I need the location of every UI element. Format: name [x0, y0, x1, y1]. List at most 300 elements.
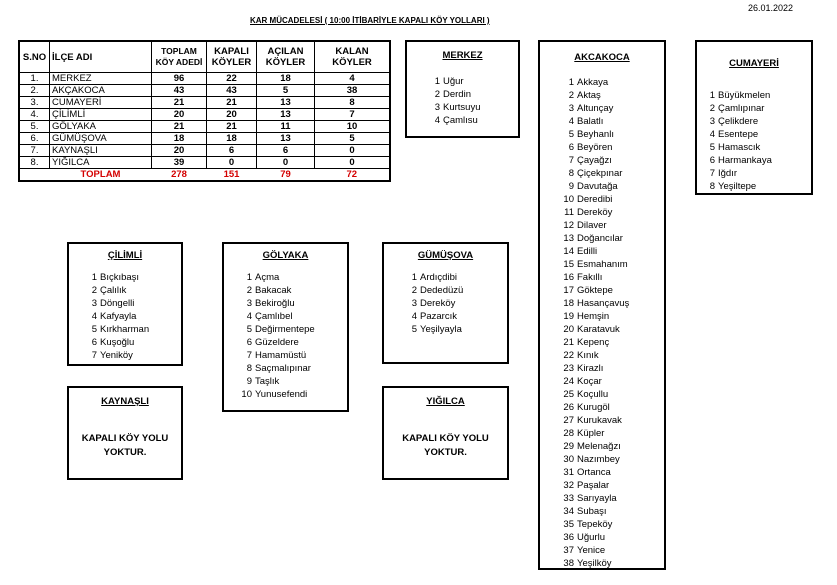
- village-name: Döngelli: [100, 298, 135, 309]
- list-item: [409, 310, 463, 323]
- row-district-name: YIĞILCA: [50, 157, 152, 169]
- row-closed-villages: 21: [207, 97, 257, 109]
- village-number: 35: [563, 519, 574, 530]
- village-name: Güzeldere: [255, 337, 299, 348]
- district-box-kaynasli: [67, 386, 183, 480]
- table-row: [19, 97, 390, 109]
- list-item: [238, 362, 315, 375]
- list-item: [562, 414, 629, 427]
- village-list: [707, 89, 772, 193]
- village-name: Tepeköy: [577, 519, 613, 530]
- row-total-villages: 96: [152, 73, 207, 85]
- row-sno: 8.: [19, 157, 50, 169]
- village-number: 38: [563, 558, 574, 569]
- district-box-gumusova: [382, 242, 509, 364]
- village-number: 19: [563, 311, 574, 322]
- row-opened-villages: 6: [257, 145, 315, 157]
- village-number: 3: [709, 116, 715, 127]
- village-number: 7: [709, 168, 715, 179]
- village-name: Sarıyayla: [577, 493, 617, 504]
- village-number: 7: [246, 350, 252, 361]
- list-item: [707, 180, 772, 193]
- row-total-villages: 20: [152, 145, 207, 157]
- list-item: [562, 375, 629, 388]
- list-item: [562, 466, 629, 479]
- header-sno: S.NO: [19, 41, 50, 73]
- village-number: 12: [563, 220, 574, 231]
- table-row: [19, 133, 390, 145]
- header-remaining-villages: KALAN KÖYLER: [315, 41, 391, 73]
- village-name: Yeniköy: [100, 350, 133, 361]
- village-name: Çalılık: [100, 285, 127, 296]
- village-name: Harmankaya: [718, 155, 772, 166]
- district-title: KAYNAŞLI: [101, 396, 149, 407]
- row-opened-villages: 11: [257, 121, 315, 133]
- list-item: [562, 128, 629, 141]
- row-opened-villages: 13: [257, 109, 315, 121]
- village-name: Karatavuk: [577, 324, 620, 335]
- header-opened-villages: AÇILAN KÖYLER: [257, 41, 315, 73]
- total-remaining-sum: 72: [346, 168, 358, 180]
- village-name: Pazarcık: [420, 311, 457, 322]
- row-closed-villages: 6: [207, 145, 257, 157]
- list-item: [562, 232, 629, 245]
- row-sno: 5.: [19, 121, 50, 133]
- village-name: Derdin: [443, 89, 471, 100]
- village-list: [562, 76, 629, 570]
- list-item: [432, 101, 481, 114]
- village-name: Bıçkıbaşı: [100, 272, 140, 283]
- row-district-name: ÇİLİMLİ: [50, 109, 152, 121]
- village-name: Esentepe: [718, 129, 759, 140]
- village-number: 34: [563, 506, 574, 517]
- village-number: 7: [91, 350, 97, 361]
- list-item: [562, 427, 629, 440]
- no-closed-roads-message-line2: YOKTUR.: [424, 447, 467, 458]
- list-item: [562, 440, 629, 453]
- list-item: [89, 284, 149, 297]
- list-item: [562, 544, 629, 557]
- list-item: [562, 310, 629, 323]
- village-name: Yunusefendi: [255, 389, 308, 400]
- village-name: Subaşı: [577, 506, 607, 517]
- village-name: Çiçekpınar: [577, 168, 623, 179]
- village-number: 6: [91, 337, 97, 348]
- village-name: Çayağzı: [577, 155, 612, 166]
- row-district-name: AKÇAKOCA: [50, 85, 152, 97]
- village-number: 20: [563, 324, 574, 335]
- row-remaining-villages: 7: [315, 109, 391, 121]
- village-number: 23: [563, 363, 574, 374]
- village-name: Yeşilyayla: [420, 324, 462, 335]
- row-opened-villages: 13: [257, 133, 315, 145]
- table-row: [19, 157, 390, 169]
- row-remaining-villages: 0: [315, 145, 391, 157]
- row-remaining-villages: 4: [315, 73, 391, 85]
- village-name: Paşalar: [577, 480, 610, 491]
- page-title: KAR MÜCADELESİ ( 10:00 İTİBARİYLE KAPALI KÖY YOLLARI ): [250, 16, 490, 25]
- village-number: 5: [246, 324, 252, 335]
- village-list: [432, 75, 481, 127]
- village-list: [409, 271, 463, 336]
- village-number: 17: [563, 285, 574, 296]
- row-remaining-villages: 10: [315, 121, 391, 133]
- village-number: 13: [563, 233, 574, 244]
- village-number: 4: [434, 115, 440, 126]
- report-date: 26.01.2022: [748, 3, 794, 13]
- district-title: MERKEZ: [442, 50, 483, 61]
- village-number: 2: [434, 89, 440, 100]
- village-number: 3: [434, 102, 440, 113]
- village-name: Yeşilköy: [577, 558, 612, 569]
- village-number: 22: [563, 350, 574, 361]
- village-name: Edilli: [577, 246, 598, 257]
- row-district-name: KAYNAŞLI: [50, 145, 152, 157]
- list-item: [89, 323, 149, 336]
- row-remaining-villages: 0: [315, 157, 391, 169]
- list-item: [238, 349, 315, 362]
- village-name: Yenice: [577, 545, 606, 556]
- list-item: [562, 349, 629, 362]
- district-box-cilimli: [67, 242, 183, 366]
- row-closed-villages: 21: [207, 121, 257, 133]
- list-item: [562, 557, 629, 570]
- list-item: [238, 297, 315, 310]
- village-name: Küpler: [577, 428, 605, 439]
- village-name: Dereköy: [420, 298, 456, 309]
- village-name: Hamascık: [718, 142, 761, 153]
- row-opened-villages: 18: [257, 73, 315, 85]
- village-name: Yeşiltepe: [718, 181, 757, 192]
- total-villages-sum: 278: [171, 168, 187, 180]
- village-number: 14: [563, 246, 574, 257]
- village-list: [89, 271, 149, 362]
- village-number: 27: [563, 415, 574, 426]
- row-total-villages: 18: [152, 133, 207, 145]
- district-title: GÜMÜŞOVA: [417, 250, 474, 261]
- village-name: Saçmalıpınar: [255, 363, 311, 374]
- list-item: [707, 128, 772, 141]
- village-number: 37: [563, 545, 574, 556]
- village-number: 3: [246, 298, 252, 309]
- list-item: [432, 114, 481, 127]
- village-number: 2: [709, 103, 715, 114]
- village-name: Doğancılar: [577, 233, 623, 244]
- village-number: 15: [563, 259, 574, 270]
- village-name: Aktaş: [577, 90, 601, 101]
- list-item: [562, 102, 629, 115]
- village-number: 10: [563, 194, 574, 205]
- village-name: Hemşin: [577, 311, 610, 322]
- list-item: [562, 388, 629, 401]
- list-item: [409, 323, 463, 336]
- village-name: Kirazlı: [577, 363, 604, 374]
- village-number: 24: [563, 376, 574, 387]
- list-item: [562, 167, 629, 180]
- list-item: [409, 297, 463, 310]
- row-district-name: CUMAYERİ: [50, 97, 152, 109]
- row-remaining-villages: 5: [315, 133, 391, 145]
- village-number: 28: [563, 428, 574, 439]
- list-item: [562, 297, 629, 310]
- row-closed-villages: 18: [207, 133, 257, 145]
- village-name: Kurukavak: [577, 415, 622, 426]
- village-name: Kepenç: [577, 337, 610, 348]
- village-name: Çamlıbel: [255, 311, 293, 322]
- village-number: 8: [568, 168, 574, 179]
- list-item: [89, 310, 149, 323]
- list-item: [238, 336, 315, 349]
- village-name: Deredibi: [577, 194, 613, 205]
- district-box-akcakoca: [538, 40, 666, 570]
- village-number: 36: [563, 532, 574, 543]
- district-title: YIĞILCA: [426, 396, 465, 407]
- list-item: [89, 297, 149, 310]
- village-number: 1: [91, 272, 97, 283]
- village-number: 25: [563, 389, 574, 400]
- list-item: [89, 349, 149, 362]
- village-name: Çamlısu: [443, 115, 478, 126]
- district-box-cumayeri: [695, 40, 813, 195]
- village-number: 1: [568, 77, 574, 88]
- list-item: [238, 323, 315, 336]
- summary-table: [18, 40, 391, 182]
- village-number: 16: [563, 272, 574, 283]
- list-item: [562, 115, 629, 128]
- no-closed-roads-message: KAPALI KÖY YOLU: [81, 433, 169, 444]
- village-name: Bakacak: [255, 285, 292, 296]
- village-number: 1: [709, 90, 715, 101]
- village-name: Kınık: [577, 350, 599, 361]
- row-total-villages: 21: [152, 121, 207, 133]
- row-opened-villages: 5: [257, 85, 315, 97]
- table-row: [19, 121, 390, 133]
- village-number: 5: [91, 324, 97, 335]
- village-name: Dilaver: [577, 220, 607, 231]
- row-closed-villages: 20: [207, 109, 257, 121]
- village-name: Altunçay: [577, 103, 614, 114]
- village-number: 26: [563, 402, 574, 413]
- village-number: 21: [563, 337, 574, 348]
- row-opened-villages: 13: [257, 97, 315, 109]
- village-number: 2: [411, 285, 417, 296]
- list-item: [409, 284, 463, 297]
- row-sno: 4.: [19, 109, 50, 121]
- village-number: 10: [241, 389, 252, 400]
- list-item: [562, 531, 629, 544]
- header-closed-villages: KAPALI KÖYLER: [207, 41, 257, 73]
- header-district: İLÇE ADI: [50, 41, 152, 73]
- table-row: [19, 145, 390, 157]
- list-item: [238, 271, 315, 284]
- row-remaining-villages: 8: [315, 97, 391, 109]
- village-name: Ortanca: [577, 467, 611, 478]
- village-name: Melenağzı: [577, 441, 621, 452]
- village-number: 29: [563, 441, 574, 452]
- village-name: Göktepe: [577, 285, 613, 296]
- list-item: [707, 154, 772, 167]
- village-name: Dededüzü: [420, 285, 464, 296]
- table-row: [19, 73, 390, 85]
- list-item: [562, 505, 629, 518]
- list-item: [562, 245, 629, 258]
- village-number: 11: [564, 207, 574, 218]
- village-number: 4: [91, 311, 97, 322]
- list-item: [562, 76, 629, 89]
- village-number: 3: [411, 298, 417, 309]
- village-name: Kurtsuyu: [443, 102, 481, 113]
- list-item: [562, 323, 629, 336]
- village-name: Esmahanım: [577, 259, 628, 270]
- header-total-villages: TOPLAM KÖY ADEDİ: [152, 41, 207, 73]
- village-number: 8: [246, 363, 252, 374]
- village-name: Taşlık: [255, 376, 280, 387]
- village-number: 6: [709, 155, 715, 166]
- village-number: 5: [411, 324, 417, 335]
- village-name: Fakıllı: [577, 272, 603, 283]
- village-name: Hasançavuş: [577, 298, 630, 309]
- village-name: Kırkharman: [100, 324, 150, 335]
- village-number: 9: [246, 376, 252, 387]
- village-number: 4: [411, 311, 417, 322]
- list-item: [707, 102, 772, 115]
- village-number: 9: [568, 181, 574, 192]
- village-name: Davutağa: [577, 181, 618, 192]
- village-number: 5: [568, 129, 574, 140]
- village-name: Beyhanlı: [577, 129, 614, 140]
- village-number: 32: [563, 480, 574, 491]
- district-box-merkez: [405, 40, 520, 138]
- list-item: [562, 479, 629, 492]
- list-item: [562, 401, 629, 414]
- list-item: [562, 518, 629, 531]
- village-list: [238, 271, 315, 401]
- village-number: 1: [434, 76, 440, 87]
- no-closed-roads-message: KAPALI KÖY YOLU: [402, 433, 489, 444]
- village-name: Koçar: [577, 376, 602, 387]
- district-title: ÇİLİMLİ: [107, 250, 143, 261]
- village-name: Kurugöl: [577, 402, 610, 413]
- list-item: [238, 388, 315, 401]
- row-sno: 2.: [19, 85, 50, 97]
- village-number: 33: [563, 493, 574, 504]
- district-box-yigilca: [382, 386, 509, 480]
- list-item: [89, 336, 149, 349]
- list-item: [562, 141, 629, 154]
- village-number: 6: [568, 142, 574, 153]
- list-item: [562, 336, 629, 349]
- village-number: 4: [246, 311, 252, 322]
- village-number: 3: [91, 298, 97, 309]
- village-name: Balatlı: [577, 116, 604, 127]
- list-item: [562, 180, 629, 193]
- row-remaining-villages: 38: [315, 85, 391, 97]
- village-name: Büyükmelen: [718, 90, 771, 101]
- village-name: Çelikdere: [718, 116, 759, 127]
- list-item: [562, 284, 629, 297]
- row-total-villages: 43: [152, 85, 207, 97]
- village-number: 1: [246, 272, 252, 283]
- table-total-row: [19, 169, 390, 182]
- village-name: Kuşoğlu: [100, 337, 135, 348]
- village-number: 5: [709, 142, 715, 153]
- list-item: [707, 141, 772, 154]
- village-number: 4: [568, 116, 574, 127]
- list-item: [562, 219, 629, 232]
- list-item: [707, 89, 772, 102]
- village-name: Dereköy: [577, 207, 613, 218]
- row-total-villages: 21: [152, 97, 207, 109]
- list-item: [562, 362, 629, 375]
- total-opened-sum: 79: [280, 168, 291, 180]
- village-number: 2: [91, 285, 97, 296]
- row-closed-villages: 43: [207, 85, 257, 97]
- row-closed-villages: 22: [207, 73, 257, 85]
- list-item: [562, 206, 629, 219]
- list-item: [238, 375, 315, 388]
- village-name: Uğur: [443, 76, 464, 87]
- district-title: GÖLYAKA: [262, 250, 309, 261]
- list-item: [707, 115, 772, 128]
- list-item: [707, 167, 772, 180]
- village-name: Uğurlu: [577, 532, 605, 543]
- list-item: [409, 271, 463, 284]
- row-sno: 3.: [19, 97, 50, 109]
- row-district-name: MERKEZ: [50, 73, 152, 85]
- row-sno: 1.: [19, 73, 50, 85]
- district-title: CUMAYERİ: [729, 58, 779, 69]
- village-number: 4: [709, 129, 715, 140]
- list-item: [89, 271, 149, 284]
- village-name: Açma: [255, 272, 280, 283]
- village-name: Koçullu: [577, 389, 609, 400]
- no-closed-roads-message-line2: YOKTUR.: [103, 447, 147, 458]
- village-name: Ardıçdibi: [420, 272, 457, 283]
- table-row: [19, 109, 390, 121]
- row-total-villages: 20: [152, 109, 207, 121]
- row-closed-villages: 0: [207, 157, 257, 169]
- list-item: [238, 284, 315, 297]
- list-item: [432, 75, 481, 88]
- row-opened-villages: 0: [257, 157, 315, 169]
- list-item: [562, 492, 629, 505]
- total-spacer: [19, 169, 50, 182]
- village-name: Hamamüstü: [255, 350, 307, 361]
- village-name: Beyören: [577, 142, 613, 153]
- village-name: Nazımbey: [577, 454, 620, 465]
- village-name: Iğdır: [718, 168, 738, 179]
- village-name: Kafyayla: [100, 311, 137, 322]
- village-name: Değirmentepe: [255, 324, 315, 335]
- total-closed-sum: 151: [223, 168, 240, 180]
- summary-header-row: [19, 41, 390, 73]
- village-number: 31: [563, 467, 574, 478]
- row-district-name: GÜMÜŞOVA: [50, 133, 152, 145]
- row-district-name: GÖLYAKA: [50, 121, 152, 133]
- list-item: [238, 310, 315, 323]
- list-item: [562, 154, 629, 167]
- table-row: [19, 85, 390, 97]
- district-title: AKCAKOCA: [574, 52, 630, 63]
- list-item: [432, 88, 481, 101]
- village-number: 30: [563, 454, 574, 465]
- village-number: 7: [568, 155, 574, 166]
- village-number: 18: [563, 298, 574, 309]
- village-name: Bekiroğlu: [255, 298, 295, 309]
- village-number: 8: [709, 181, 715, 192]
- district-box-golyaka: [222, 242, 349, 412]
- list-item: [562, 258, 629, 271]
